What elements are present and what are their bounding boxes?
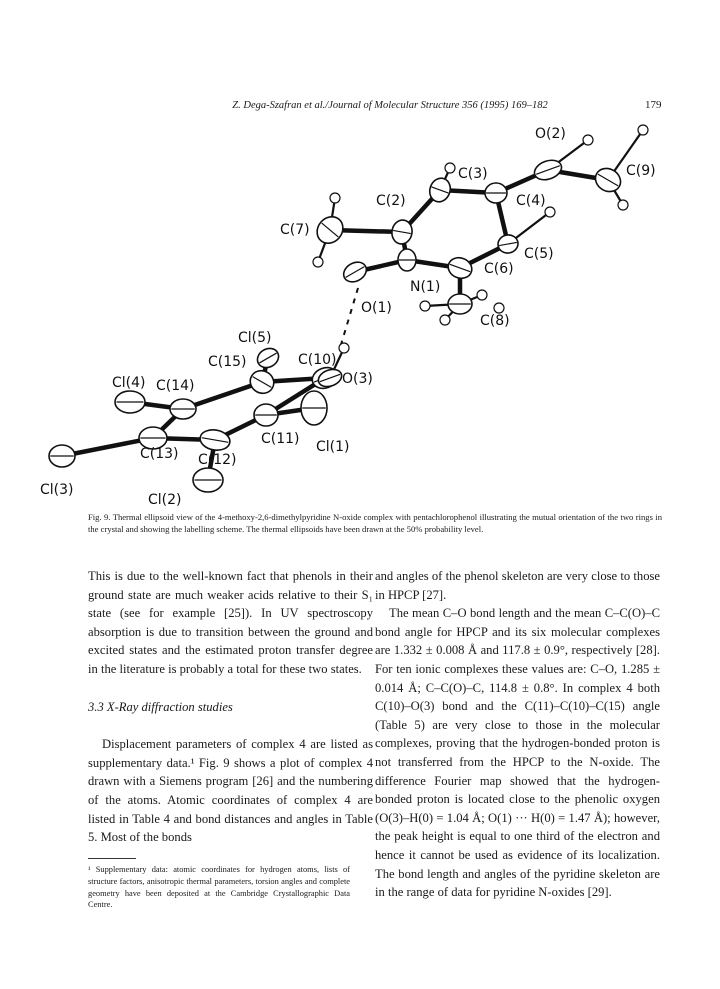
atom-label: C(8) — [480, 313, 510, 329]
atom-label: O(2) — [535, 126, 566, 142]
atom-labels — [40, 126, 656, 508]
hydrogen-atom — [339, 343, 349, 353]
hydrogen-atom — [494, 303, 504, 313]
hydrogen-atom — [313, 257, 323, 267]
footnote-rule — [88, 858, 136, 859]
atom-label: C(12) — [198, 452, 237, 468]
right-column — [375, 567, 660, 902]
atom-label: C(3) — [458, 166, 488, 182]
paragraph: and angles of the phenol skeleton are very close to those in HPCP [27]. — [375, 569, 660, 602]
hydrogen-atom — [440, 315, 450, 325]
running-head: Z. Dega-Szafran et al./Journal of Molecular Structure 356 (1995) 169–182 — [232, 100, 548, 111]
hydrogen-atom — [420, 301, 430, 311]
paragraph: This is due to the well-known fact that phenols in their ground state are much weaker acids relative to their S₁ state (see for example [25]). In UV spectroscopy absorption is due to transition between the ground and excited states and the estimated proton transfer degree in the literature is probably a total for these two states. — [88, 569, 373, 676]
section-heading: 3.3 X-Ray diffraction studies — [88, 699, 233, 714]
atom-label: O(1) — [361, 300, 392, 316]
hydrogen-atom — [583, 135, 593, 145]
atom-label: N(1) — [410, 279, 441, 295]
footnote: ¹ Supplementary data: atomic coordinates for hydrogen atoms, lists of structure factors, anisotropic thermal parameters, torsion angles and complete geometry have been deposited at the Cambridge Crystallographic Data Centre. — [88, 865, 350, 910]
atom-label: O(3) — [342, 371, 373, 387]
hydrogen-atom — [477, 290, 487, 300]
hydrogen-bond-dashed — [340, 288, 358, 348]
atoms — [49, 125, 648, 492]
molecular-structure-figure — [40, 110, 680, 510]
hydrogen-bonds — [340, 288, 358, 348]
atom-label: C(5) — [524, 246, 554, 262]
atom-label: C(10) — [298, 352, 337, 368]
atom-label: Cl(3) — [40, 482, 74, 498]
paragraph: Displacement parameters of complex 4 are listed as supplementary data.¹ Fig. 9 shows a plot of complex 4 drawn with a Siemens program [26] and the numbering of the atoms. Atomic coordinates of complex 4 are listed in Table 4 and bond distances and angles in Table 5. Most of the bonds — [88, 737, 373, 845]
hydrogen-atom — [618, 200, 628, 210]
atom-label: Cl(5) — [238, 330, 272, 346]
atom-label: Cl(2) — [148, 492, 182, 508]
left-column — [88, 567, 373, 847]
atom-label: C(14) — [156, 378, 195, 394]
paragraph: The mean C–O bond length and the mean C–C(O)–C bond angle for HPCP and its six molecular complexes are 1.332 ± 0.008 Å and 117.8 ± 0.9°, respectively [28]. For ten ionic complexes these values are: C–O, 1.285 ± 0.014 Å; C–C(O)–C, 114.8 ± 0.8°. In complex 4 both C(10)–O(3) bond and the C(11)–C(10)–C(15) angle (Table 5) are very close to those in the molecular complexes, proving that the hydrogen-bonded proton is not transferred from the HPCP to the N-oxide. The difference Fourier map showed that the hydrogen-bonded proton is located close to the phenolic oxygen (O(3)–H(0) = 1.04 Å; O(1) ··· H(0) = 1.47 Å); however, the peak height is equal to one third of the electron and hence it cannot be used as evidence of its localization. The bond length and angles of the pyridine skeleton are in the range of data for pyridine N-oxides [29]. — [375, 606, 660, 900]
atom-label: C(6) — [484, 261, 514, 277]
atom-label: Cl(4) — [112, 375, 146, 391]
atom-label: C(4) — [516, 193, 546, 209]
atom-label: C(7) — [280, 222, 310, 238]
hydrogen-atom — [330, 193, 340, 203]
atom-label: C(15) — [208, 354, 247, 370]
hydrogen-atom — [445, 163, 455, 173]
hydrogen-atom — [545, 207, 555, 217]
atom-label: C(2) — [376, 193, 406, 209]
atom-label: C(13) — [140, 446, 179, 462]
atom-label: C(11) — [261, 431, 300, 447]
atom-label: C(9) — [626, 163, 656, 179]
atom-label: Cl(1) — [316, 439, 350, 455]
hydrogen-atom — [638, 125, 648, 135]
page-number: 179 — [645, 99, 662, 111]
figure-caption: Fig. 9. Thermal ellipsoid view of the 4-methoxy-2,6-dimethylpyridine N-oxide complex with pentachlorophenol illustrating the mutual orientation of the two rings in the crystal and showing the labelling scheme. The thermal ellipsoids have been drawn at the 50% probability level. — [88, 512, 662, 534]
